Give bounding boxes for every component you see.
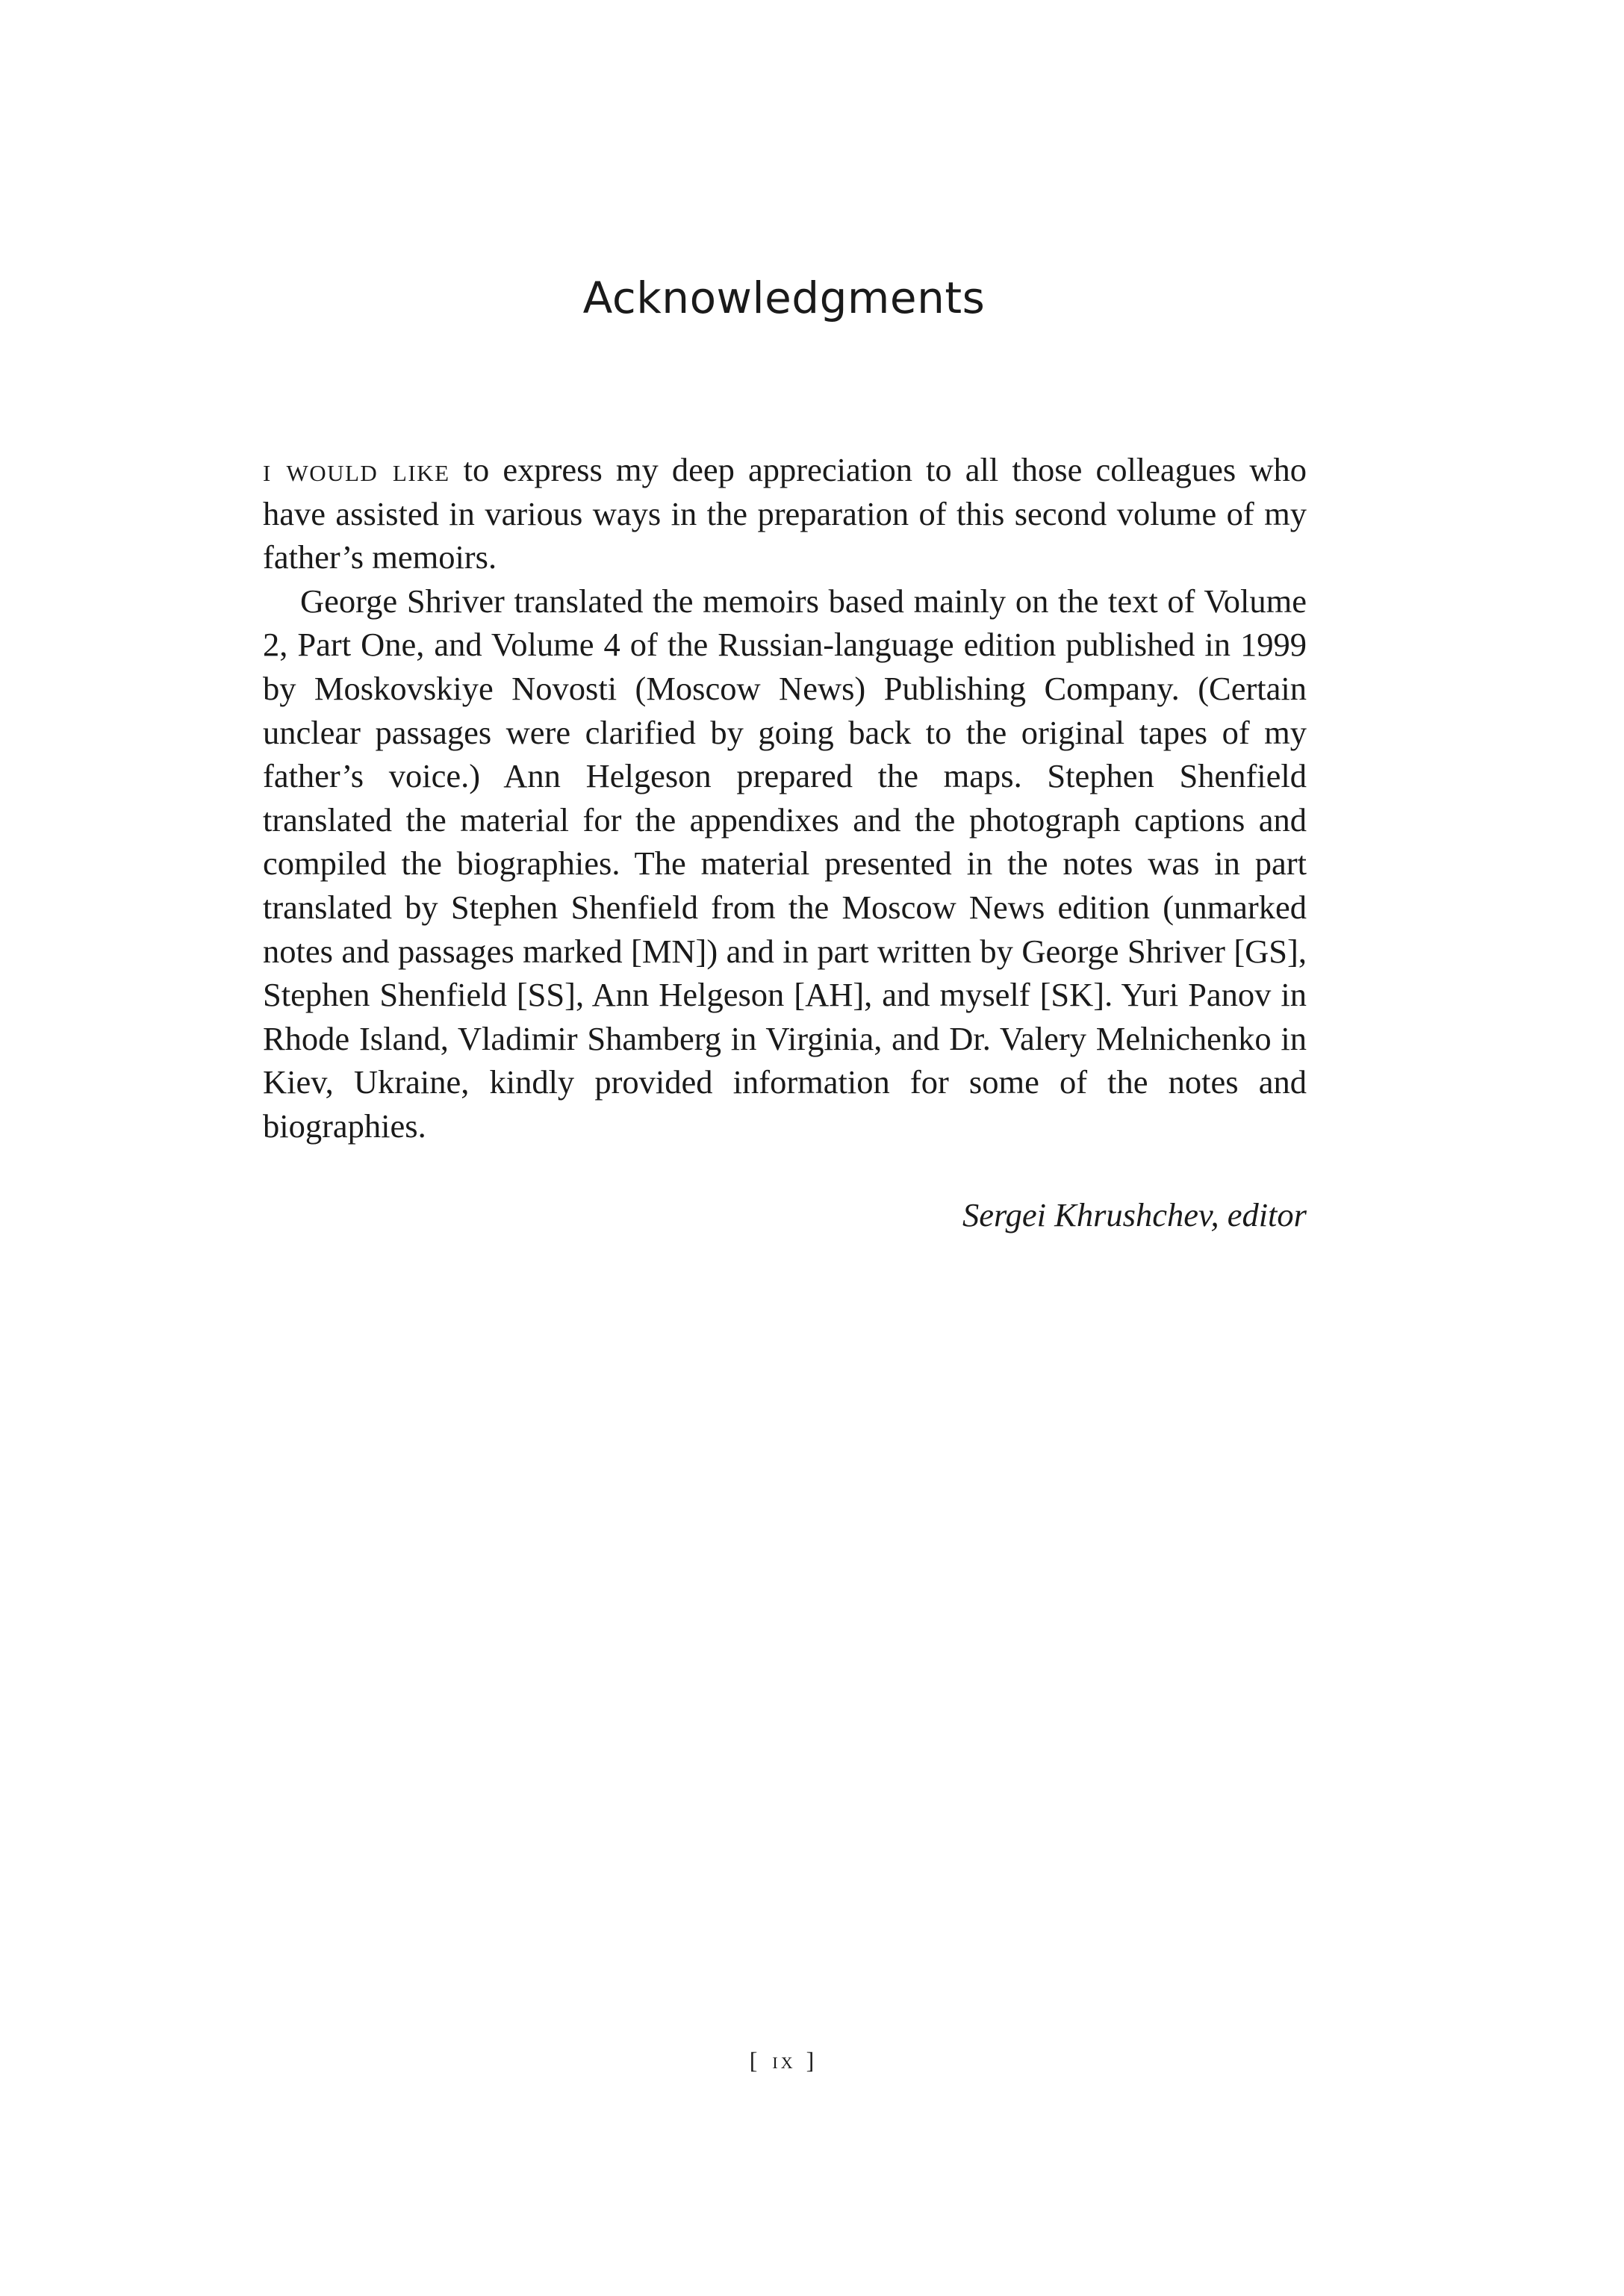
folio-open-bracket: [ xyxy=(749,2047,762,2073)
paragraph-lead-in: i would like xyxy=(263,451,450,488)
acknowledgments-body xyxy=(263,448,1307,1148)
paragraph-1-text: to express my deep appreciation to all those colleagues who have assisted in various ways in the preparation of this second volume of my father’s memoirs. xyxy=(263,451,1307,576)
page-title: Acknowledgments xyxy=(582,273,986,323)
page-number xyxy=(0,2046,1568,2074)
editor-signature: Sergei Khrushchev, editor xyxy=(962,1196,1307,1233)
paragraph-1 xyxy=(263,448,1307,579)
folio-close-bracket: ] xyxy=(806,2047,819,2073)
paragraph-2: George Shriver translated the memoirs based mainly on the text of Volume 2, Part One, and Volume 4 of the Russian-language edition published in 1999 by Moskovskiye Novosti (Moscow News) Publishing Company. (Certain unclear passages were clarified by going back to the original tapes of my father’s voice.) Ann Helgeson prepared the maps. Stephen Shenfield translated the material for the appendixes and the photograph captions and compiled the biographies. The material presented in the notes was in part translated by Stephen Shenfield from the Moscow News edition (unmarked notes and passages marked [MN]) and in part written by George Shriver [GS], Stephen Shenfield [SS], Ann Helgeson [AH], and myself [SK]. Yuri Panov in Rhode Island, Vladimir Shamberg in Virginia, and Dr. Valery Melnichenko in Kiev, Ukraine, kindly provided information for some of the notes and biographies. xyxy=(263,582,1307,1145)
folio-number: ix xyxy=(772,2047,796,2073)
